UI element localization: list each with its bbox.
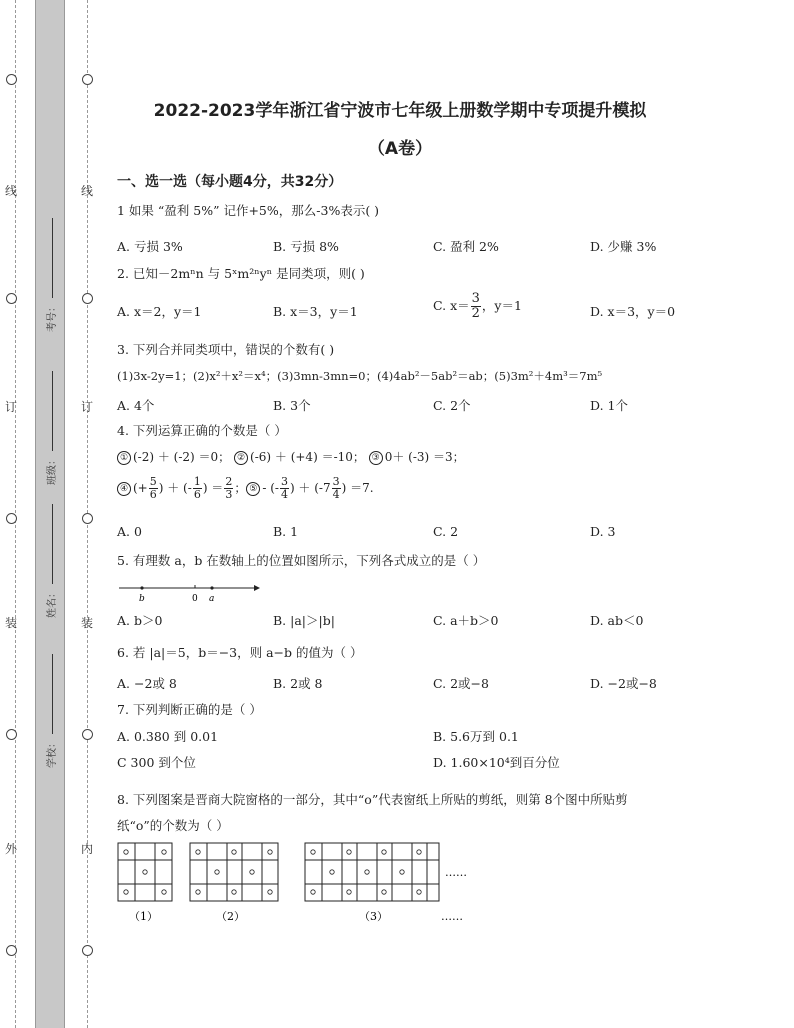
- q5-option-a[interactable]: A. b＞0: [117, 613, 163, 628]
- binding-hole: [6, 513, 17, 524]
- q6-option-a[interactable]: A. −2或 8: [117, 676, 177, 691]
- binding-hole: [82, 945, 93, 956]
- q3-option-a[interactable]: A. 4个: [117, 398, 155, 413]
- pattern-ellipsis: ……: [445, 866, 467, 879]
- question-5-stem: 5. 有理数 a，b 在数轴上的位置如图所示，下列各式成立的是（ ）: [117, 553, 486, 568]
- point-a: [210, 586, 213, 589]
- q4-option-a[interactable]: A. 0: [117, 524, 142, 539]
- q7-option-d[interactable]: D. 1.60×10⁴到百分位: [433, 755, 560, 770]
- q1-option-c[interactable]: C. 盈利 2%: [433, 239, 499, 254]
- binding-char: 外: [5, 842, 18, 856]
- binding-hole: [82, 729, 93, 740]
- question-6-stem: 6. 若 |a|＝5，b＝−3，则 a−b 的值为（ ）: [117, 645, 363, 660]
- binding-hole: [6, 74, 17, 85]
- binding-char: 订: [81, 400, 94, 414]
- q2-option-d[interactable]: D. x＝3，y＝0: [590, 304, 676, 319]
- question-4-line2: ④ (+ $\frac{5}{6}$ ) ＋ (- $\frac{1}{6}$ ) ＝ $\frac{2}{3}$ ； ⑤ - (- $\frac{3}{4}$ ) ＋ (-7 $\frac{3}{4}$ ) ＝7.: [117, 476, 374, 501]
- binding-char: 线: [5, 184, 18, 198]
- question-1-stem: 1 如果 “盈利 5%” 记作+5%，那么-3%表示( ): [117, 203, 380, 218]
- q4-option-b[interactable]: B. 1: [273, 524, 299, 539]
- question-7-stem: 7. 下列判断正确的是（ ）: [117, 702, 262, 717]
- q1-option-a[interactable]: A. 亏损 3%: [117, 239, 183, 254]
- question-3-stem: 3. 下列合并同类项中，错误的个数有( ): [117, 342, 335, 357]
- q4-option-d[interactable]: D. 3: [590, 524, 616, 539]
- q6-option-d[interactable]: D. −2或−8: [590, 676, 657, 691]
- binding-char: 线: [81, 184, 94, 198]
- q2-option-b[interactable]: B. x＝3，y＝1: [273, 304, 358, 319]
- q3-option-c[interactable]: C. 2个: [433, 398, 471, 413]
- binding-char: 订: [5, 400, 18, 414]
- binding-hole: [82, 293, 93, 304]
- q7-option-c[interactable]: C 300 到个位: [117, 755, 196, 770]
- question-8-stem: 8. 下列图案是晋商大院窗格的一部分，其中“o”代表窗纸上所贴的剪纸，则第 8个图中所贴剪: [117, 792, 628, 807]
- q4-option-c[interactable]: C. 2: [433, 524, 459, 539]
- name-field[interactable]: 姓名：: [43, 504, 58, 618]
- section-heading: 一、选一选（每小题4分，共32分）: [117, 174, 343, 190]
- axis-arrow: [254, 585, 260, 591]
- binding-char: 装: [81, 616, 94, 630]
- question-3-expressions: (1)3x-2y=1；(2)x²＋x²＝x⁴；(3)3mn-3mn=0；(4)4ab²－5ab²＝ab；(5)3m²＋4m³＝7m⁵: [117, 369, 603, 383]
- q5-option-c[interactable]: C. a＋b＞0: [433, 613, 499, 628]
- q7-option-a[interactable]: A. 0.380 到 0.01: [117, 729, 219, 744]
- question-8-stem-cont: 纸“o”的个数为（ ）: [117, 818, 229, 833]
- q5-option-d[interactable]: D. ab＜0: [590, 613, 644, 628]
- binding-hole: [82, 74, 93, 85]
- q1-option-b[interactable]: B. 亏损 8%: [273, 239, 339, 254]
- binding-char: 内: [81, 842, 94, 856]
- pattern-label-1: （1）: [129, 910, 158, 923]
- q3-option-b[interactable]: B. 3个: [273, 398, 311, 413]
- q6-option-c[interactable]: C. 2或−8: [433, 676, 489, 691]
- axis-label-b: b: [139, 594, 145, 604]
- axis-label-a: a: [209, 594, 215, 604]
- q7-option-b[interactable]: B. 5.6万到 0.1: [433, 729, 519, 744]
- pattern-label-ellipsis: ……: [441, 910, 463, 923]
- binding-hole: [82, 513, 93, 524]
- point-b: [140, 586, 143, 589]
- question-4-line1: ① (-2) ＋ (-2) ＝0； ② (-6) ＋ (+4) ＝-10； ③ 0＋ (-3) ＝3；: [117, 448, 465, 465]
- question-4-stem: 4. 下列运算正确的个数是（ ）: [117, 423, 287, 438]
- q2-option-c[interactable]: C. x＝ $\frac{3}{2}$ ，y＝1: [433, 291, 522, 321]
- exam-number-field[interactable]: 考号：: [43, 218, 58, 332]
- q5-option-b[interactable]: B. |a|＞|b|: [273, 613, 335, 628]
- page-title: 2022-2023学年浙江省宁波市七年级上册数学期中专项提升模拟: [153, 101, 647, 121]
- q2-option-a[interactable]: A. x＝2，y＝1: [117, 304, 202, 319]
- pattern-label-2: （2）: [216, 910, 245, 923]
- window-pattern-figure: [115, 840, 475, 930]
- number-line-figure: [117, 580, 262, 604]
- binding-hole: [6, 945, 17, 956]
- binding-hole: [6, 729, 17, 740]
- q3-option-d[interactable]: D. 1个: [590, 398, 628, 413]
- binding-hole: [6, 293, 17, 304]
- class-field[interactable]: 班级：: [43, 371, 58, 485]
- axis-label-0: 0: [192, 594, 198, 604]
- question-2-stem: 2. 已知－2mⁿn 与 5ˣm²ⁿyⁿ 是同类项，则( ): [117, 266, 365, 281]
- binding-char: 装: [5, 616, 18, 630]
- q1-option-d[interactable]: D. 少赚 3%: [590, 239, 657, 254]
- school-field[interactable]: 学校：: [43, 654, 58, 768]
- pattern-label-3: （3）: [359, 910, 388, 923]
- q6-option-b[interactable]: B. 2或 8: [273, 676, 323, 691]
- page-subtitle: （A卷）: [367, 139, 433, 159]
